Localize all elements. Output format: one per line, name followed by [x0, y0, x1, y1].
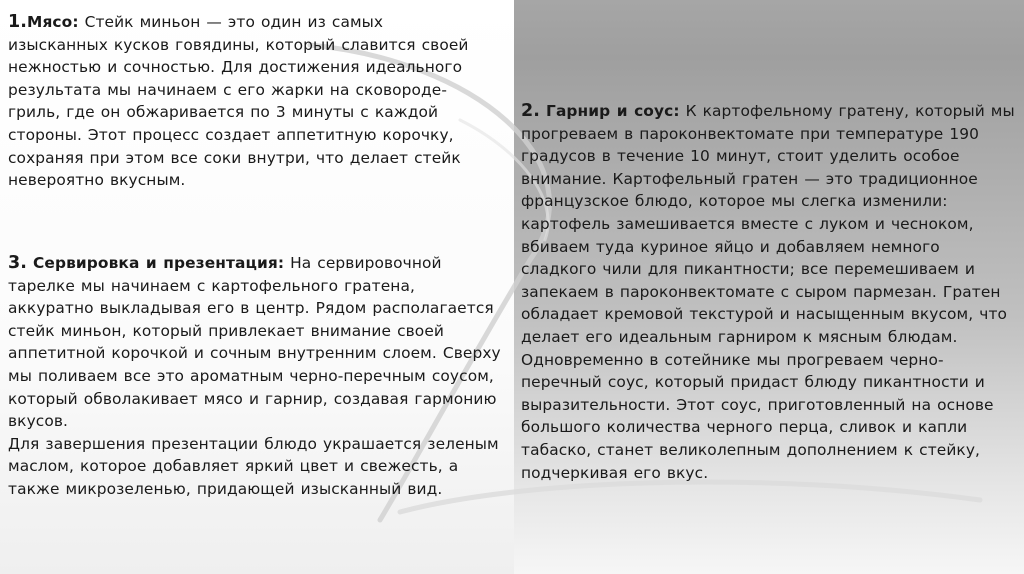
section-meat-paragraph [8, 11, 486, 192]
section-serving-number: 3. [8, 253, 28, 273]
section-serving-text: На сервировочной тарелке мы начинаем с картофельного гратена, аккуратно выкладывая его в центр. Рядом располагается стейк миньон, который привлекает внимание своей аппетитной корочкой и сочным внутренним слоем. Сверху мы поливаем все это ароматным черно-перечным соусом, который обволакивает мясо и гарнир, создавая гармонию вкусов. [8, 254, 501, 431]
section-meat [8, 11, 486, 192]
section-side-paragraph [521, 100, 1018, 349]
section-meat-heading: Мясо: [27, 13, 79, 31]
section-serving-paragraph [8, 252, 503, 433]
section-side-number: 2. [521, 101, 541, 121]
section-side [521, 100, 1018, 484]
section-meat-number: 1. [8, 12, 28, 32]
section-serving-heading: Сервировка и презентация: [33, 254, 285, 272]
section-side-heading: Гарнир и соус: [546, 102, 680, 120]
section-side-text2: Одновременно в сотейнике мы прогреваем черно-перечный соус, который придаст блюду пикантности и выразительности. Этот соус, приготовленный на основе большого количества черного перца, сливок и капли табаско, станет великолепным дополнением к стейку, подчеркивая его вкус. [521, 350, 994, 482]
section-meat-text: Стейк миньон — это один из самых изысканных кусков говядины, который славится своей нежностью и сочностью. Для достижения идеального результата мы начинаем с его жарки на сковороде-гриль, где он обжаривается по 3 минуты с каждой стороны. Этот процесс создает аппетитную корочку, сохраняя при этом все соки внутри, что делает стейк невероятно вкусным. [8, 13, 469, 190]
section-serving [8, 252, 503, 501]
section-side-text: К картофельному гратену, который мы прогреваем в пароконвектомате при температуре 190 градусов в течение 10 минут, стоит уделить особое внимание. Картофельный гратен — это традиционное французское блюдо, которое мы слегка изменили: картофель замешивается вместе с луком и чесноком, вбиваем туда куриное яйцо и добавляем немного сладкого чили для пикантности; все перемешиваем и запекаем в пароконвектомате с сыром пармезан. Гратен обладает кремовой текстурой и насыщенным вкусом, что делает его идеальным гарниром к мясным блюдам. [521, 102, 1015, 346]
section-serving-text2: Для завершения презентации блюдо украшается зеленым маслом, которое добавляет яркий цвет и свежесть, а также микрозеленью, придающей изысканный вид. [8, 434, 499, 498]
